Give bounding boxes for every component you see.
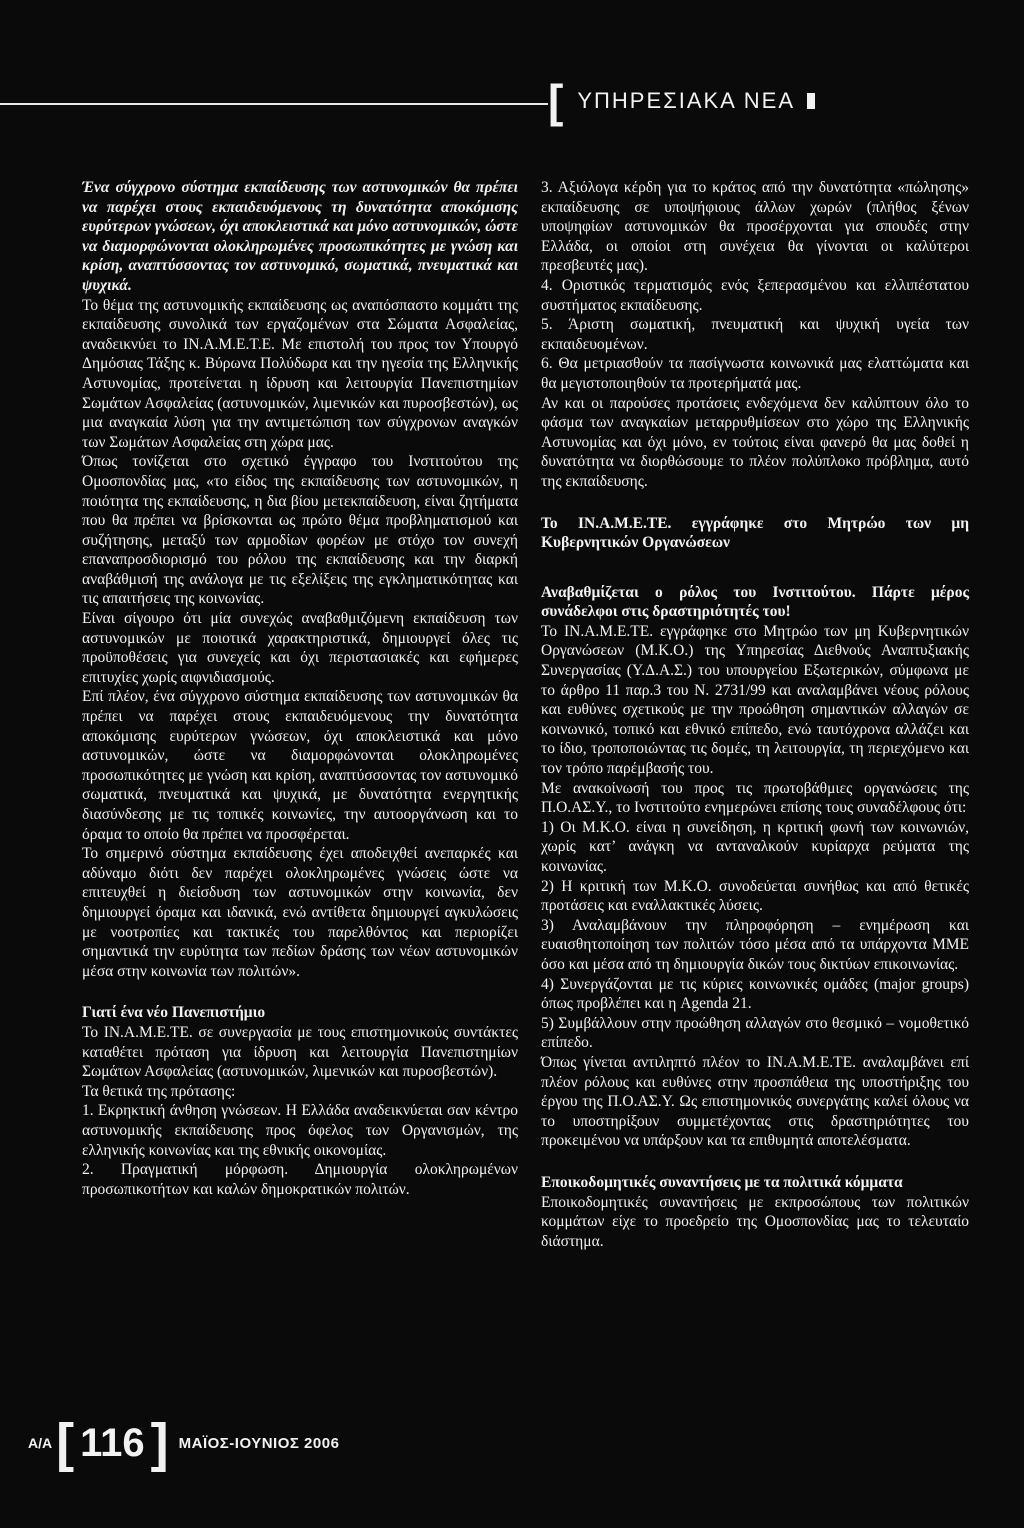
header-square-icon: [807, 93, 815, 109]
list-item: 5) Συμβάλλουν στην προώθηση αλλαγών στο θεσμικό – νομοθετικό επίπεδο.: [541, 1014, 969, 1052]
list-item: 2. Πραγματική μόρφωση. Δημιουργία ολοκληρωμένων προσωπικοτήτων και καλών δημοκρατικών πολιτών.: [82, 1161, 518, 1198]
body-paragraph: Το σημερινό σύστημα εκπαίδευσης έχει αποδειχθεί ανεπαρκές και αδύναμο διότι δεν παρέχει ολοκληρωμένες γνώσεις ώστε να επιτευχθεί η διείσδυση των αστυνομικών στην κοινωνία, δεν δημιουργεί όραμα και ιδανικά, ενώ αντίθετα δημιουργεί αγκυλώσεις με νοοτροπίες και τακτικές του παρελθόντος και περιορίζει σημαντικά την ευρύτητα των πεδίων δράσης των νέων αστυνομικών μέσα στην κοινωνία των πολιτών».: [82, 845, 518, 980]
body-paragraph: Το ΙΝ.Α.Μ.Ε.ΤΕ. εγγράφηκε στο Μητρώο των μη Κυβερνητικών Οργανώσεων (Μ.Κ.Ο.) της Υπηρεσίας Διεθνούς Αναπτυξιακής Συνεργασίας (Υ.Δ.Α.Σ.) του υπουργείου Εξωτερικών, σύμφωνα με το άρθρο 11 παρ.3 του Ν. 2731/99 και αναλαμβάνει νέους ρόλους και ευθύνες σχετικούς με την προώθηση σημαντικών αλλαγών σε κοινωνικό, τοπικό και εθνικό επίπεδο, ενώ ταυτόχρονα αλλάζει και το ίδιο, τροποποιώντας τις δομές, τη λειτουργία, τη περιεχόμενο και τον τρόπο παρέμβασής του.: [541, 622, 969, 778]
right-column: [541, 178, 969, 1251]
list-item: 3) Αναλαμβάνουν την πληροφόρηση – ενημέρωση και ευαισθητοποίηση των πολιτών τόσο μέσα από τα υπάρχοντα ΜΜΕ όσο και μέσα από τη δημιουργία δικών τους δικτύων επικοινωνίας.: [541, 916, 969, 973]
footer-bracket-open: [: [56, 1413, 75, 1473]
section-heading: Εποικοδομητικές συναντήσεις με τα πολιτικά κόμματα: [541, 1173, 903, 1191]
spacer: [541, 492, 969, 514]
header-rule: [0, 103, 548, 105]
list-item: 4. Οριστικός τερματισμός ενός ξεπερασμένου και ελλιπέστατου συστήματος εκπαίδευσης.: [541, 276, 969, 314]
section-header: [548, 75, 815, 127]
list-item: 1) Οι Μ.Κ.Ο. είναι η συνείδηση, η κριτική φωνή των κοινωνιών, χωρίς κατ’ ανάγκη να ανταναλκούν κυρίαρχα ρεύματα της κοινωνίας.: [541, 818, 969, 875]
list-item: 6. Θα μετριασθούν τα πασίγνωστα κοινωνικά μας ελαττώματα και θα μεγιστοποιηθούν τα προτερήματά μας.: [541, 355, 969, 392]
list-item: 4) Συνεργάζονται με τις κύριες κοινωνικές ομάδες (major groups) όπως προβλέπει και η Agenda 21.: [541, 975, 969, 1013]
footer-bracket-close: ]: [150, 1413, 169, 1473]
body-paragraph: Αν και οι παρούσες προτάσεις ενδεχόμενα δεν καλύπτουν όλο το φάσμα των αναγκαίων μεταρρυθμίσεων στο χώρο της Ελληνικής Αστυνομίας και όχι μόνο, εν τούτοις είναι φανερό θα μας δοθεί η δυνατότητα να διορθώσουμε το πλέον πολύπλοκο πρόβλημα, αυτό της εκπαίδευσης.: [541, 394, 969, 490]
body-paragraph: Το ΙΝ.Α.Μ.Ε.ΤΕ. σε συνεργασία με τους επιστημονικούς συντάκτες καταθέτει πρόταση για ίδρυση και λειτουργία Πανεπιστημίων Σωμάτων Ασφαλείας (αστυνομικών, λιμενικών και πυροσβεστών).: [82, 1023, 518, 1081]
list-item: 1. Εκρηκτική άνθηση γνώσεων. Η Ελλάδα αναδεικνύεται σαν κέντρο αστυνομικής εκπαίδευσης προς όφελος των Οργανισμών, της ελληνικής κοινωνίας και της εθνικής οικονομίας.: [82, 1102, 518, 1159]
section-title: ΥΠΗΡΕΣΙΑΚΑ ΝΕΑ: [577, 88, 795, 113]
intro-paragraph: Ένα σύγχρονο σύστημα εκπαίδευσης των αστυνομικών θα πρέπει να παρέχει στους εκπαιδευόμενους τη δυνατότητα αποκόμισης ευρύτερων γνώσεων, όχι αποκλειστικά και μόνο αστυνομικών, ώστε να διαμορφώνονται ολοκληρωμένες προσωπικότητες με γνώση και κρίση, αναπτύσσοντας τον αστυνομικό, σωματικά, πνευματικά και ψυχικά.: [82, 179, 518, 294]
body-paragraph: Είναι σίγουρο ότι μία συνεχώς αναβαθμιζόμενη εκπαίδευση των αστυνομικών με ποιοτικά χαρακτηριστικά, δημιουργεί όλες τις προϋποθέσεις για συνεχείς και όχι περιστασιακές και εφήμερες επιτυχίες χωρίς αιφνιδιασμούς.: [82, 610, 518, 686]
body-paragraph: Όπως τονίζεται στο σχετικό έγγραφο του Ινστιτούτου της Ομοσπονδίας μας, «το είδος της εκπαίδευσης των αστυνομικών, η ποιότητα της εκπαίδευσης, η δια βίου μετεκπαίδευση, είναι ζητήματα που θα πρέπει να βρίσκονται ως πρώτο θέμα προβληματισμού και συζήτησης, μεταξύ των αρμοδίων φορέων με στόχο τον συνεχή επαναπροσδιορισμό του ρόλου της εκπαίδευσης και την διαρκή αναβάθμισή της ανάλογα με τις εξελίξεις της εγκληματικότητας και τις απαιτήσεις της κοινωνίας.: [82, 453, 518, 608]
body-paragraph: Με ανακοίνωσή του προς τις πρωτοβάθμιες οργανώσεις της Π.Ο.ΑΣ.Υ., το Ινστιτούτο ενημερώνει επίσης τους συναδέλφους ότι:: [541, 779, 969, 817]
spacer: [82, 981, 518, 1003]
section-heading: Γιατί ένα νέο Πανεπιστήμιο: [82, 1004, 266, 1022]
list-item: 2) Η κριτική των Μ.Κ.Ο. συνοδεύεται συνήθως και από θετικές προτάσεις και εναλλακτικές λύσεις.: [541, 877, 969, 915]
body-paragraph: Επί πλέον, ένα σύγχρονο σύστημα εκπαίδευσης των αστυνομικών θα πρέπει να παρέχει στους εκπαιδευόμενους την δυνατότητα αποκόμισης ευρύτερων γνώσεων, όχι αποκλειστικά και μόνο αστυνομικών, ώστε να διαμορφώνονται ολοκληρωμένες προσωπικότητες με γνώση και κρίση, αναπτύσσοντας τον αστυνομικό σωματικά, πνευματικά και ψυχικά, με δυνατότητα ενεργητικής διασύνδεσης με τις τοπικές κοινωνίες, την αυτοοργάνωση και το όραμα το οποίο θα πρέπει να προσφέρεται.: [82, 688, 518, 843]
body-paragraph: Τα θετικά της πρότασης:: [82, 1082, 236, 1100]
spacer: [541, 553, 969, 583]
section-subheading: Αναβαθμίζεται ο ρόλος του Ινστιτούτου. Πάρτε μέρος συνάδελφοι στις δραστηριότητές του!: [541, 583, 969, 621]
list-item: 3. Αξιόλογα κέρδη για το κράτος από την δυνατότητα «πώλησης» εκπαίδευσης σε υποψήφιους άλλων χωρών (πλήθος ξένων υποψηφίων αστυνομικών θα προσέρχονται για σπουδές στην Ελλάδα, οι οποίοι στη συνέχεια θα γίνονται οι καλύτεροι πρεσβευτές μας).: [541, 179, 969, 275]
header-bracket: [: [548, 75, 564, 127]
body-paragraph: Εποικοδομητικές συναντήσεις με εκπροσώπους των πολιτικών κομμάτων είχε το προεδρείο της Ομοσπονδίας μας το τελευταίο διάστημα.: [541, 1193, 969, 1250]
spacer: [541, 1151, 969, 1173]
page-number: 116: [80, 1420, 145, 1465]
issue-label: ΜΑΪΟΣ-ΙΟΥΝΙΟΣ 2006: [178, 1434, 340, 1452]
footer-prefix: Α/Α: [28, 1435, 53, 1451]
page-footer: [28, 1413, 340, 1473]
body-paragraph: Το θέμα της αστυνομικής εκπαίδευσης ως αναπόσπαστο κομμάτι της εκπαίδευσης συνολικά των εργαζομένων στα Σώματα Ασφαλείας, αναδεικνύει το ΙΝ.Α.Μ.Ε.Τ.Ε. Με επιστολή του προς τον Υπουργό Δημόσιας Τάξης κ. Βύρωνα Πολύδωρα και την ηγεσία της Ελληνικής Αστυνομίας, προτείνεται η ίδρυση και λειτουργία Πανεπιστημίων Σωμάτων Ασφαλείας (αστυνομικών, λιμενικών και πυροσβεστών), ως μια αναγκαία λύση για την αντιμετώπιση των σύγχρονων αναγκών των Σωμάτων Ασφαλείας στη χώρα μας.: [82, 296, 518, 451]
section-heading: Το ΙΝ.Α.Μ.Ε.ΤΕ. εγγράφηκε στο Μητρώο των μη Κυβερνητικών Οργανώσεων: [541, 514, 969, 552]
left-column: [82, 178, 518, 1199]
list-item: 5. Άριστη σωματική, πνευματική και ψυχική υγεία των εκπαιδευομένων.: [541, 316, 969, 353]
body-paragraph: Όπως γίνεται αντιληπτό πλέον το ΙΝ.Α.Μ.Ε.ΤΕ. αναλαμβάνει επί πλέον ρόλους και ευθύνες στην προσπάθεια της υποστήριξης του έργου της Π.Ο.ΑΣ.Υ. Ως επιστημονικός συνεργάτης καλεί όλους να το υποστηρίξουν συμμετέχοντας στις δραστηριότητες του προκειμένου να υπάρξουν και τα επιθυμητά αποτελέσματα.: [541, 1053, 969, 1150]
